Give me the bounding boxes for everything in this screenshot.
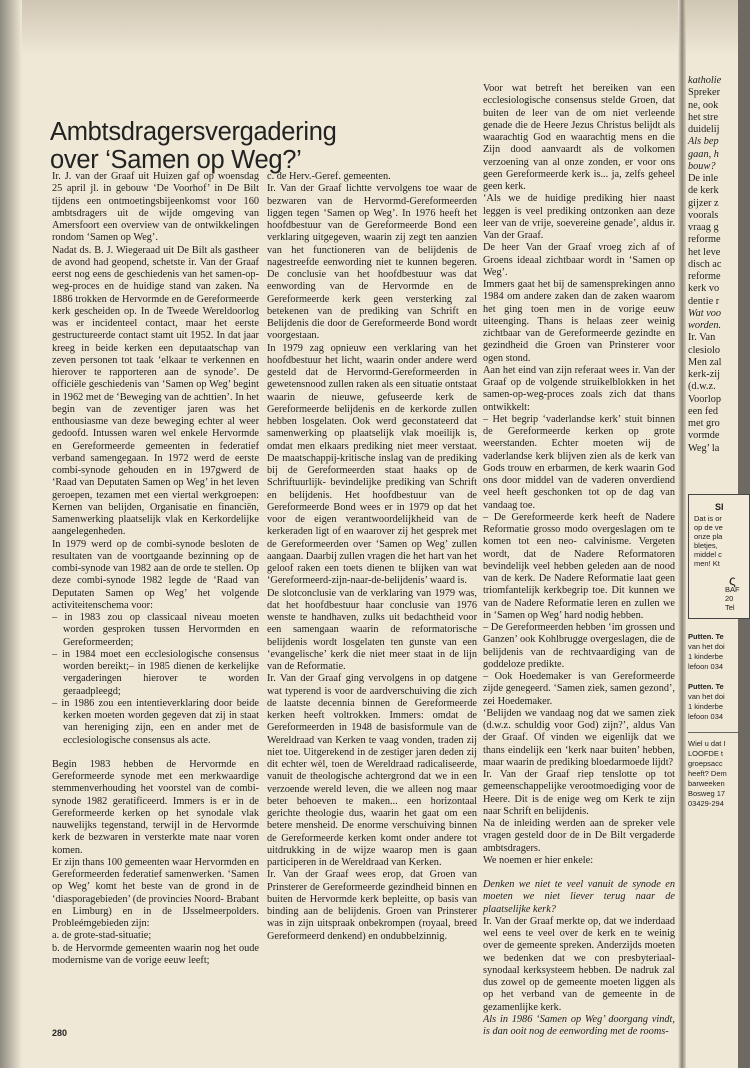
paragraph: Aan het eind van zijn referaat wees ir. Van der Graaf op de volgende struikelblokken in het samen-op-weg-proces zoals zich dat thans ontwikkelt: [483,364,675,413]
advert-line: op de ve [694,523,723,532]
paragraph: ‘Belijden we vandaag nog dat we samen ziek (d.w.z. schuldig voor God) zijn?’, aldus Van der Graaf. Of vinden we eigenlijk dat we thans eindelijk een ‘kerk naar buiten’ hebben, maar waarin de prediking bloedarmoede lijdt? [483,707,675,768]
paragraph: Ir. Van der Graaf wees erop, dat Groen van Prinsterer de Gereformeerde gezindheid binnen en buiten de Hervormde kerk bepleitte, op basis van binding aan de belijdenis. Groen van Prinsterer was in zijn uitspraak onbekrompen (royaal, breed Gereformeerd denkend) en ondubbelzinnig. [267,869,477,942]
side-column-line: bouw? [688,160,716,172]
side-column-line: ne, ook [688,99,719,111]
classified-line: van het doi [688,692,725,701]
side-column-line: Als bep [688,136,719,148]
paragraph: Begin 1983 hebben de Hervormde en Gereformeerde synode met een merkwaardige stemmenverhouding het voorstel van de combi-synode 1982 geratificeerd. Immers is er in de Gereformeerde kerken op het synodale vlak nauwelijks tegenstand, terwijl in de Hervormde kerk de bezwaren in versterkte mate naar voren komen. [52,758,259,856]
list-item: – in 1984 moet een ecclesiologische consensus worden bereikt;– in 1985 dienen de kerkelijke vergaderingen hierover te worden geraadpleegd; [52,649,259,698]
question: Als in 1986 ‘Samen op Weg’ doorgang vindt, is dan ooit nog de eenwording met de rooms- [483,1013,675,1037]
classified-line: Wiel u dat I [688,739,726,748]
classified-line: groepsacc [688,759,723,768]
article-title-line-1: Ambtsdragersvergadering [50,118,337,146]
advert-line: men! Kt [694,559,720,568]
classified-head: Putten. Te [688,682,724,691]
advert-line: onze pla [694,532,723,541]
classified-line: heeft? Dem [688,769,727,778]
side-column-line: dentie r [688,295,720,307]
paragraph: Immers gaat het bij de samensprekingen anno 1984 om andere zaken dan de zaken waarom het ging toen men in de vorige eeuw uiteenging. Thans is helaas zeer weinig zichtbaar van de Gereformeerde gezindte en gezindheid die Groen van Prinsterer voor ogen stond. [483,279,675,364]
paragraph: – Ook Hoedemaker is van Gereformeerde zijde genegeerd. ‘Samen ziek, samen gezond’, zei Hoedemaker. [483,671,675,707]
paragraph: ‘Als we de huidige prediking hier naast leggen is veel prediking ontzonken aan deze leer van de vrije, soevereine genade’, aldus ir. Van der Graaf. [483,193,675,241]
side-column-line: kerk vo [688,283,720,295]
side-column-line: gaan, h [688,148,719,160]
article-title-line-2: over ‘Samen op Weg?’ [50,146,302,174]
side-column-line: een fed [688,405,719,417]
paragraph: b. de Hervormde gemeenten waarin nog het oude modernisme van de vorige eeuw leeft; [52,942,259,966]
paragraph: Ir. Van der Graaf ging vervolgens in op datgene wat typerend is voor de aardverschuiving die zich de laatste decennia binnen de Gereformeerde kerken heeft voltrokken. Immers: omdat de Gereformeerden in 1948 de basisformule van de Wereldraad van Kerken te vaag vonden, traden zij niet toe. Uitgerekend in de zestiger jaren deden zij dit echter wèl, toen de Wereldraad radicaliseerde, vanuit de theologische achtergrond dat we in een verzoende wereld leven, die we alleen nog maar beter behoeven te maken... een horizontaal gerichte theologie dus, waarin het gaat om een betere mensheid. De enorme verschuiving binnen de Gereformeerde kerken komt onder andere tot uitdrukking in de wijze waarop men is gaan participeren in de Wereldraad van Kerken. [267,673,477,868]
classified-line: LOOFDE t [688,749,724,758]
side-column-line: het stre [688,111,719,123]
classifieds [688,632,748,819]
paragraph: – De Gereformeerde kerk heeft de Nadere Reformatie grosso modo overgeslagen om te komen tot een neo- calvinisme. Vergeten wordt, dat de Nadere Reformatoren bevindelijk veel hebben geleden aan de nood van de kerk. De Nadere Reformatie laat geen triomfantelijk kerkbegrip toe. Dit kunnen we van de Nadere Reformatie leren en zullen we in ‘Samen op Weg’ hard nodig hebben. [483,511,675,621]
advert-title: SI [715,502,724,512]
advert-address: BAF [725,585,740,594]
paragraph: Ir. J. van der Graaf uit Huizen gaf op woensdag 25 april jl. in gebouw ‘De Voorhof’ in De Bilt tijdens een ontmoetingsbijeenkomst voor 160 ambtsdragers uit de wijde omgeving van Amersfoort een overview van de ontwikkelingen rondom ‘Samen op Weg’. [52,171,259,244]
paragraph: In 1979 zag opnieuw een verklaring van het hoofdbestuur het licht, waarin onder andere werd gesteld dat de Hervormd-Gereformeerden in gewetensnood zullen raken als een situatie ontstaat waarin de nieuwe, gefuseerde kerk de Gereformeerde belijdenis en de kerkorde zullen hebben losgelaten. Ook werd geconstateerd dat samenwerking op plaatselijk vlak moeilijk is, omdat men elkaars prediking niet meer verstaat. De maatschappij-kritische inslag van de prediking bij de Gereformeerden staat haaks op de Schriftuurlijk- bevindelijke prediking van Schrift en belijdenis. Het hoofdbestuur van de Gereformeerde Bond wees er in 1979 op dat het voor de eigen verantwoordelijkheid van de kerkeraden ligt of en waarover zij het gesprek met de Gereformeerden over ‘Samen op Weg’ zullen aangaan. Daarbij zullen vragen die het hart van het geloof raken een toets dienen te blijken van wat ‘Gereformeerd-zijn-naar-de-belijdenis’ waard is. [267,342,477,587]
divider [688,732,740,733]
paragraph: – De Gereformeerden hebben ‘im grossen und Ganzen’ ook Kohlbrugge overgeslagen, die de belijdenis van de rechtvaardiging van de goddeloze predikte. [483,622,675,670]
advert-logo: ς [729,572,736,588]
side-column-line: Weg’ la [688,442,720,454]
side-column-line: voorals [688,209,719,221]
article-column-2 [267,171,477,943]
classified-ad [688,682,748,722]
side-column-line: disch ac [688,258,722,270]
side-column-line: vormde [688,430,720,442]
paragraph: c. de Herv.-Geref. gemeenten. [267,171,391,182]
side-column-line: met gro [688,418,720,429]
advert-line: middel c [694,550,722,559]
classified-line: lefoon 034 [688,662,724,671]
side-column-line: Ir. Van [688,332,716,344]
side-column-line: kerk-zij [688,369,721,380]
side-column-line: De inle [688,173,719,184]
side-column-line: de kerk [688,185,719,197]
paragraph: We noemen er hier enkele: [483,854,594,866]
side-column-line: het leve [688,246,721,258]
article-column-1 [52,171,259,967]
side-column-line: gijzer z [688,197,719,209]
paragraph: Er zijn thans 100 gemeenten waar Hervormden en Gereformeerden federatief samenwerken. ‘Samen op Weg’ komt het beste van de grond in de ‘diasporagebieden’ (de provincies Noord- Brabant en Limburg) en in de IJsselmeerpolders. Probleémgebieden zijn: [52,856,259,929]
article-title [50,118,337,174]
list-item: – in 1986 zou een intentieverklaring door beide kerken moeten worden gegeven dat zij in staat van hereniging zijn, een en ander met de ecclesiologische consensus als acte. [52,698,259,747]
side-column-line: reforme [688,271,721,282]
classified-line: lefoon 034 [688,712,724,721]
list-item: – in 1983 zou op classicaal niveau moeten worden gesproken tussen Hervormden en Gereformeerden; [52,612,259,649]
page-number: 280 [52,1028,68,1038]
classified-head: Putten. Te [688,632,724,641]
side-column-line: duidelij [688,124,720,135]
paragraph: In 1979 werd op de combi-synode besloten de resultaten van de voortgaande bezinning op de combi-synode van 1982 aan de orde te stellen. Op deze combi-synode 1982 legde de ‘Raad van Deputaten Samen op Weg’ het volgende activiteitenschema voor: [52,538,259,611]
paragraph: De slotconclusie van de verklaring van 1979 was, dat het hoofdbestuur haar conclusie van 1976 wenste te handhaven, zulks uit bedachtheid voor een samengaan waarin de reformatorische belijdenis wordt losgelaten ten gunste van een ‘evangelische’ kerk die niet meer staat in de lijn van de Reformatie. [267,587,477,672]
adjacent-page-column [688,75,748,455]
paragraph: – Het begrip ‘vaderlandse kerk’ stuit binnen de Gereformeerde kerken op grote weerstanden. Echter moeten wij de vaderlandse kerk blijven zien als de kerk van Gods trouw en erbarmen, de kerk waarin God ons door middel van de vaderen onverdiend veel heeft geschonken tot op de dag van vandaag toe. [483,413,675,511]
classified-ad [688,739,748,809]
paragraph: Nadat ds. B. J. Wiegeraad uit De Bilt als gastheer de avond had geopend, schetste ir. Van der Graaf eerst nog eens de geschiedenis van het samen-op-weg-proces en de huidige stand van zaken. Na 1886 trokken de Hervormde en de Gereformeerde kerk gescheiden op. In de Tweede Wereldoorlog was er incidenteel contact, maar het eerste gestructureerde contact stamt uit 1952. In dat jaar kreeg in beide kerken een deputaatschap van zeven personen tot taak ‘elkaar te verkennen en hierover te rapporteren aan de synode’. De officiële geschiedenis van ‘Samen op Weg’ begint in 1962 met de ‘Beweging van de achttien’. In het begin van de zeventiger jaren was het enthousiasme van deze beweging echter al weer gedoofd. Intussen waren wel enkele Hervormde en Gereformeerde gemeenten in federatief verband samengegaan. In 1972 werd de eerste combi-synode gehouden en in 197gwerd de ‘Raad van Deputaten Samen op Weg’ in het leven geroepen, tezamen met een viertal werkgroepen: Kernen van belijden, Organisatie en financiën, Samenwerking plaatselijk vlak en Kerkordelijke aangelegenheden. [52,244,259,538]
side-column-line: Wat voo [688,307,722,319]
paragraph: Ir. Van der Graaf lichtte vervolgens toe waar de bezwaren van de Hervormd-Gereformeerden liggen tegen ‘Samen op Weg’. In 1976 heeft het hoofdbestuur van de Gereformeerde Bond een verklaring uitgegeven, waarin zij zegt ten aanzien van het functioneren van de belijdenis de nagestreefde eenwording niet te kunnen begeren. De conclusie van het hoofdbestuur was dat eenwording van de Hervormde en de Gereformeerde kerk geen versterking zal betekenen van de prediking van Schrift en Belijdenis die door de Gereformeerde Bond wordt voorgestaan. [267,183,477,342]
side-column-line: (d.w.z. [688,381,716,393]
article-column-3 [483,83,675,1038]
classified-line: barweeken [688,779,725,788]
classified-line: 03429-294 [688,799,724,808]
paragraph: Ir. Van der Graaf riep tenslotte op tot gemeenschappelijke verootmoediging voor de Heere. Dit is de enige weg om Kerk te zijn naar Schrift en belijdenis. [483,769,675,817]
side-column-line: Voorlop [688,393,721,405]
classified-line: Bosweg 17 [688,789,726,798]
classified-line: 1 kinderbe [688,702,724,711]
side-column-line: reforme [688,234,721,246]
activity-schedule-list [52,612,259,747]
paragraph: a. de grote-stad-situatie; [52,930,152,942]
paragraph: Na de inleiding werden aan de spreker vele vragen gesteld door de in De Bilt vergaderde ambtsdragers. [483,818,675,854]
classified-ad [688,632,748,672]
side-column-line: vraag g [688,222,719,233]
side-column-line: katholie [688,75,722,86]
side-column-line: clesiolo [688,344,721,356]
page-top-shadow [0,0,738,55]
page-fold-shadow [678,0,686,1068]
classified-line: 1 kinderbe [688,652,724,661]
advert-address: Tel [725,603,735,612]
classified-line: van het doi [688,642,725,651]
question: Denken we niet te veel vanuit de synode en moeten we niet liever terug naar de plaatselijke kerk? [483,879,675,915]
advert-line: Dat is or [694,514,722,523]
page-left-shadow [0,0,22,1068]
advert-line: bletjes, [694,541,718,550]
paragraph: De heer Van der Graaf vroeg zich af of Groens ideaal zichtbaar wordt in ‘Samen op Weg’. [483,242,675,278]
side-column-line: worden. [688,320,722,331]
side-column-line: Men zal [688,356,722,368]
paragraph: Ir. Van der Graaf merkte op, dat we inderdaad wel eens te veel over de kerk en te weinig over de gemeente spreken. Anderzijds moeten we bedenken dat we con presbyteriaal-synodaal kerksysteem hebben. De nadruk zal dus zowel op de gemeente moeten liggen als op het verband van de gemeente in de gezamenlijke kerk. [483,915,675,1013]
side-column-line: Spreker [688,87,721,99]
advert-address: 20 [725,594,734,603]
adjacent-page-advert [688,494,750,619]
paragraph: Voor wat betreft het bereiken van een ecclesiologische consensus stelde Groen, dat buiten de leer van de om niet verleende genade die de Heere Jezus Christus belijdt als waarachtig God en waarachtig mens en die Zijn dood aanvaardt als de volkomen verzoening van al onze zonden, er voor ons geen Gereformeerde kerk is... ja, zelfs geheel geen kerk. [483,83,675,192]
